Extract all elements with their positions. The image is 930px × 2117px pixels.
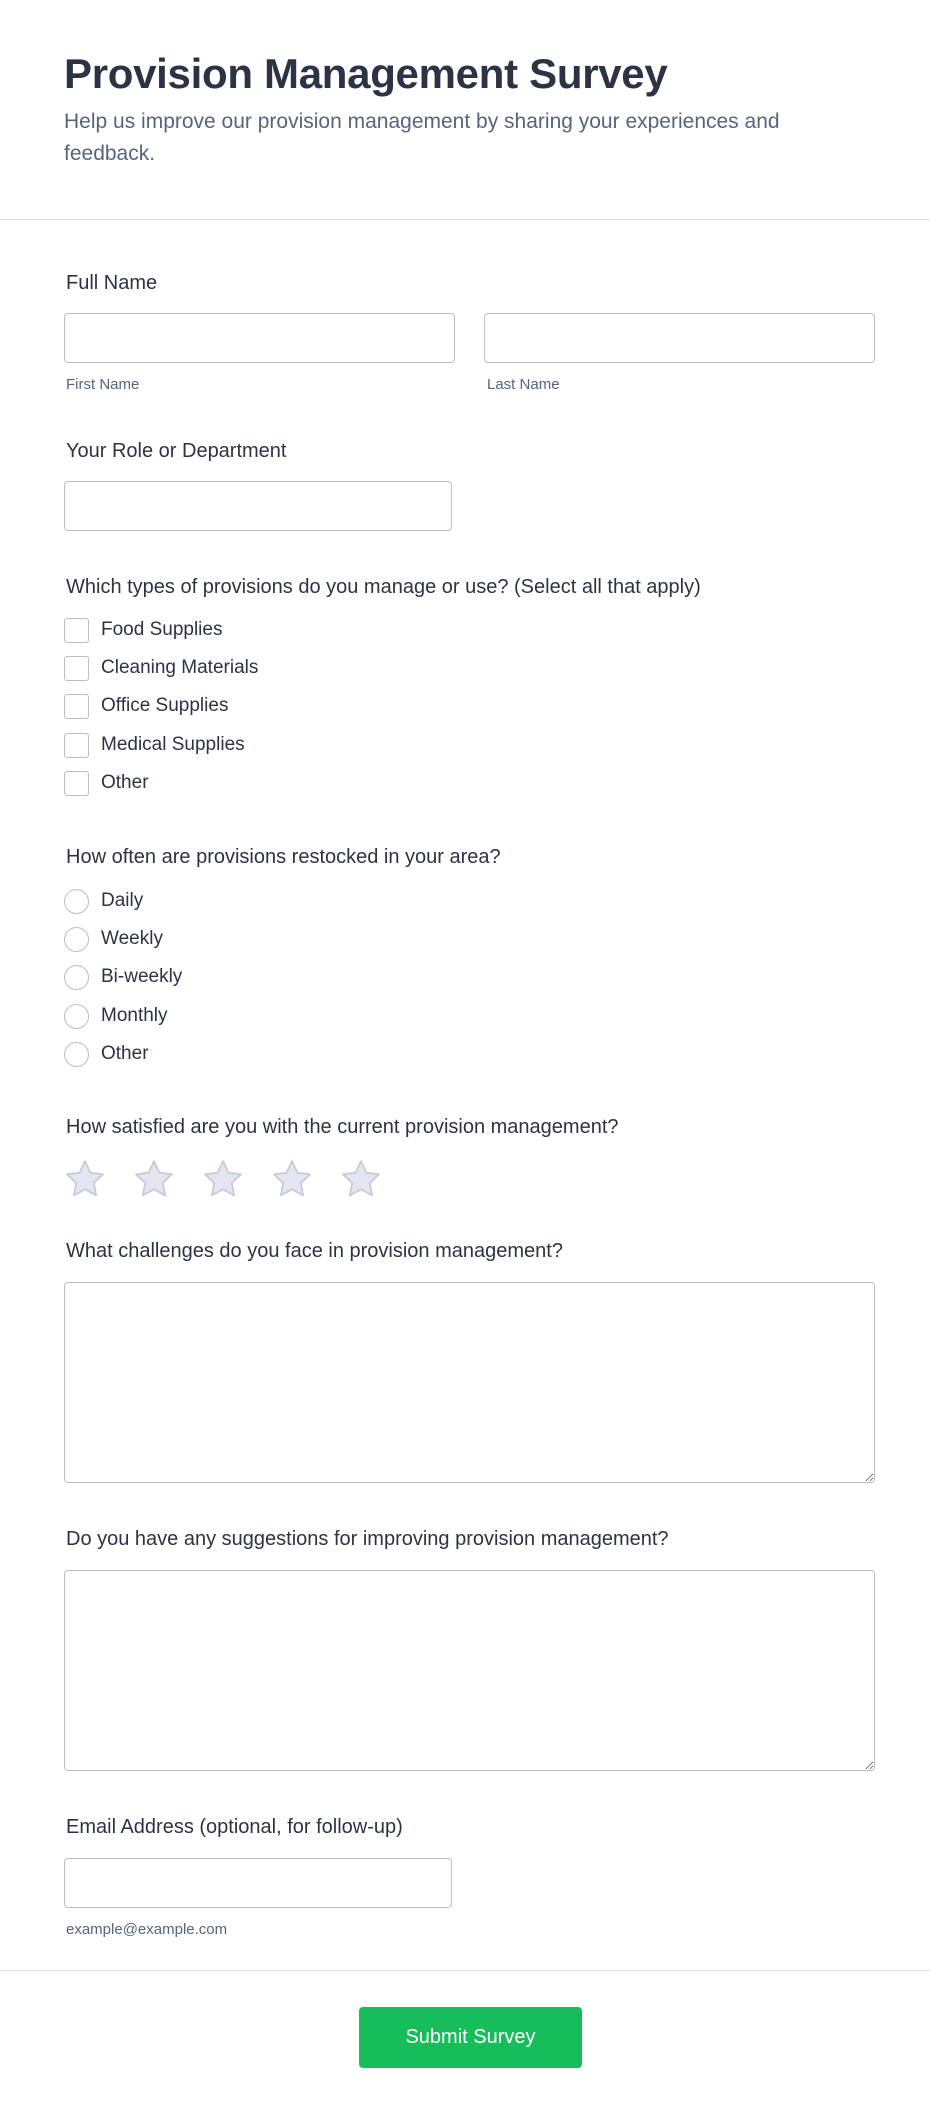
radio-label: Monthly xyxy=(101,1005,168,1026)
last-name-input[interactable] xyxy=(484,313,875,363)
radio-button[interactable] xyxy=(64,965,89,990)
star-icon[interactable] xyxy=(133,1158,175,1200)
checkbox-label: Cleaning Materials xyxy=(101,657,259,678)
challenges-label: What challenges do you face in provision management? xyxy=(66,1240,563,1262)
checkbox-option-other[interactable] xyxy=(64,770,149,796)
last-name-sublabel: Last Name xyxy=(487,376,560,393)
checkbox-label: Other xyxy=(101,772,149,793)
challenges-textarea[interactable] xyxy=(64,1282,875,1483)
checkbox-option-office-supplies[interactable] xyxy=(64,693,228,719)
checkbox[interactable] xyxy=(64,771,89,796)
radio-option-other[interactable] xyxy=(64,1041,149,1067)
checkbox[interactable] xyxy=(64,733,89,758)
radio-button[interactable] xyxy=(64,889,89,914)
radio-label: Daily xyxy=(101,890,144,911)
checkbox-label: Office Supplies xyxy=(101,695,229,716)
checkbox[interactable] xyxy=(64,656,89,681)
checkbox-label: Food Supplies xyxy=(101,619,223,640)
footer-divider xyxy=(0,1970,930,1971)
star-rating xyxy=(64,1158,409,1200)
role-input[interactable] xyxy=(64,481,452,531)
radio-label: Weekly xyxy=(101,928,163,949)
checkbox-option-medical-supplies[interactable] xyxy=(64,732,245,758)
first-name-sublabel: First Name xyxy=(66,376,140,393)
radio-option-bi-weekly[interactable] xyxy=(64,964,182,990)
role-label: Your Role or Department xyxy=(66,440,287,462)
provision-types-label: Which types of provisions do you manage or use? (Select all that apply) xyxy=(66,576,701,598)
suggestions-textarea[interactable] xyxy=(64,1570,875,1771)
checkbox[interactable] xyxy=(64,694,89,719)
first-name-input[interactable] xyxy=(64,313,455,363)
radio-option-daily[interactable] xyxy=(64,888,143,914)
email-input[interactable] xyxy=(64,1858,452,1908)
satisfaction-label: How satisfied are you with the current provision management? xyxy=(66,1116,619,1138)
page-subtitle: Help us improve our provision management by sharing your experiences and feedback. xyxy=(64,110,780,165)
form-header xyxy=(0,0,930,220)
radio-option-monthly[interactable] xyxy=(64,1003,168,1029)
radio-label: Other xyxy=(101,1043,149,1064)
radio-button[interactable] xyxy=(64,1042,89,1067)
radio-button[interactable] xyxy=(64,927,89,952)
radio-label: Bi-weekly xyxy=(101,966,183,987)
restock-frequency-label: How often are provisions restocked in your area? xyxy=(66,846,501,868)
checkbox-option-cleaning-materials[interactable] xyxy=(64,655,258,681)
page-title: Provision Management Survey xyxy=(64,50,668,97)
star-icon[interactable] xyxy=(202,1158,244,1200)
star-icon[interactable] xyxy=(340,1158,382,1200)
checkbox-label: Medical Supplies xyxy=(101,734,245,755)
radio-button[interactable] xyxy=(64,1004,89,1029)
star-icon[interactable] xyxy=(64,1158,106,1200)
email-sublabel: example@example.com xyxy=(66,1921,228,1938)
star-icon[interactable] xyxy=(271,1158,313,1200)
full-name-label: Full Name xyxy=(66,272,158,294)
submit-survey-button[interactable]: Submit Survey xyxy=(359,2007,582,2068)
checkbox-option-food-supplies[interactable] xyxy=(64,617,222,643)
checkbox[interactable] xyxy=(64,618,89,643)
email-label: Email Address (optional, for follow-up) xyxy=(66,1816,403,1838)
radio-option-weekly[interactable] xyxy=(64,926,163,952)
suggestions-label: Do you have any suggestions for improving provision management? xyxy=(66,1528,669,1550)
